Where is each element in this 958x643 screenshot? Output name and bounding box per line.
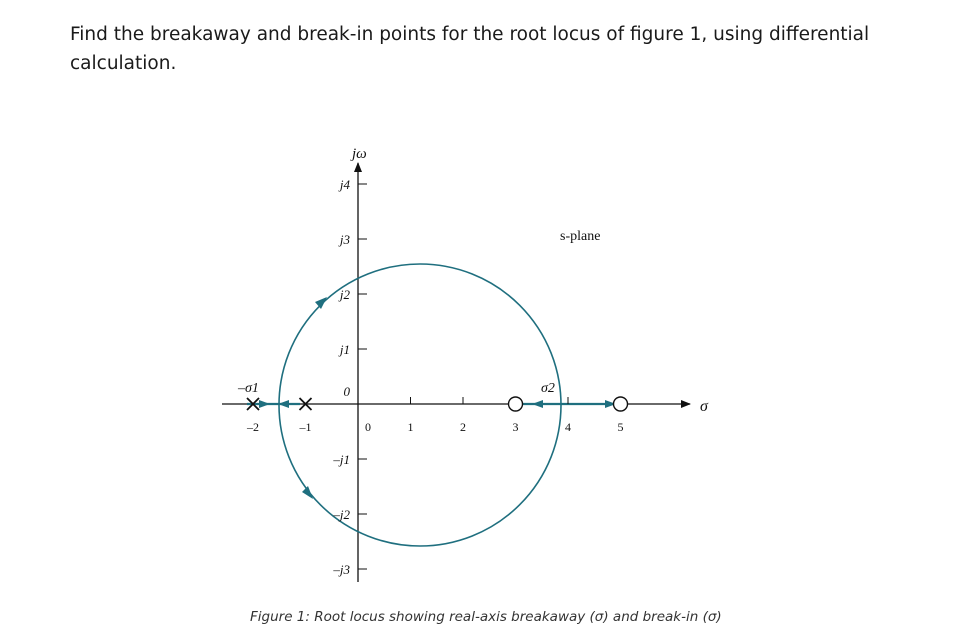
imag-ticks	[332, 177, 367, 577]
s-plane-label: s-plane	[560, 229, 601, 244]
real-tick-label: 5	[617, 420, 624, 434]
figure-caption: Figure 1: Root locus showing real-axis breakaway (σ) and break-in (σ)	[250, 609, 722, 625]
real-tick-label: 2	[460, 420, 466, 434]
imag-tick-label: j3	[339, 232, 350, 247]
imag-tick-label: j2	[339, 287, 350, 302]
real-ticks	[365, 397, 624, 434]
locus-arrow	[259, 400, 270, 408]
break-in-label: σ2	[541, 381, 555, 396]
imag-tick-label: j1	[339, 342, 350, 357]
question-text: Find the breakaway and break-in points for the root locus of figure 1, using differential calculation.	[70, 24, 870, 74]
imag-tick-label: –j3	[333, 562, 350, 577]
imag-axis-label: jω	[352, 146, 367, 162]
imag-tick-label: –j1	[333, 452, 350, 467]
imag-tick-label: –j2	[333, 507, 350, 522]
pole-label: –1	[299, 420, 312, 434]
breakaway-label: –σ1	[238, 381, 259, 396]
imag-tick-label: 0	[343, 384, 350, 399]
real-tick-label: 3	[512, 420, 519, 434]
zero-marker	[614, 397, 628, 411]
locus-arrow	[315, 297, 327, 309]
pole-label: –2	[247, 420, 259, 434]
real-axis-label: σ	[700, 398, 708, 415]
imag-tick-label: j4	[339, 177, 350, 192]
real-tick-label: 1	[407, 420, 414, 434]
zero-marker	[509, 397, 523, 411]
locus-arrow	[302, 486, 313, 499]
real-tick-label: 0	[365, 420, 371, 434]
real-tick-label: 4	[565, 420, 571, 434]
locus-arrow	[532, 400, 543, 408]
